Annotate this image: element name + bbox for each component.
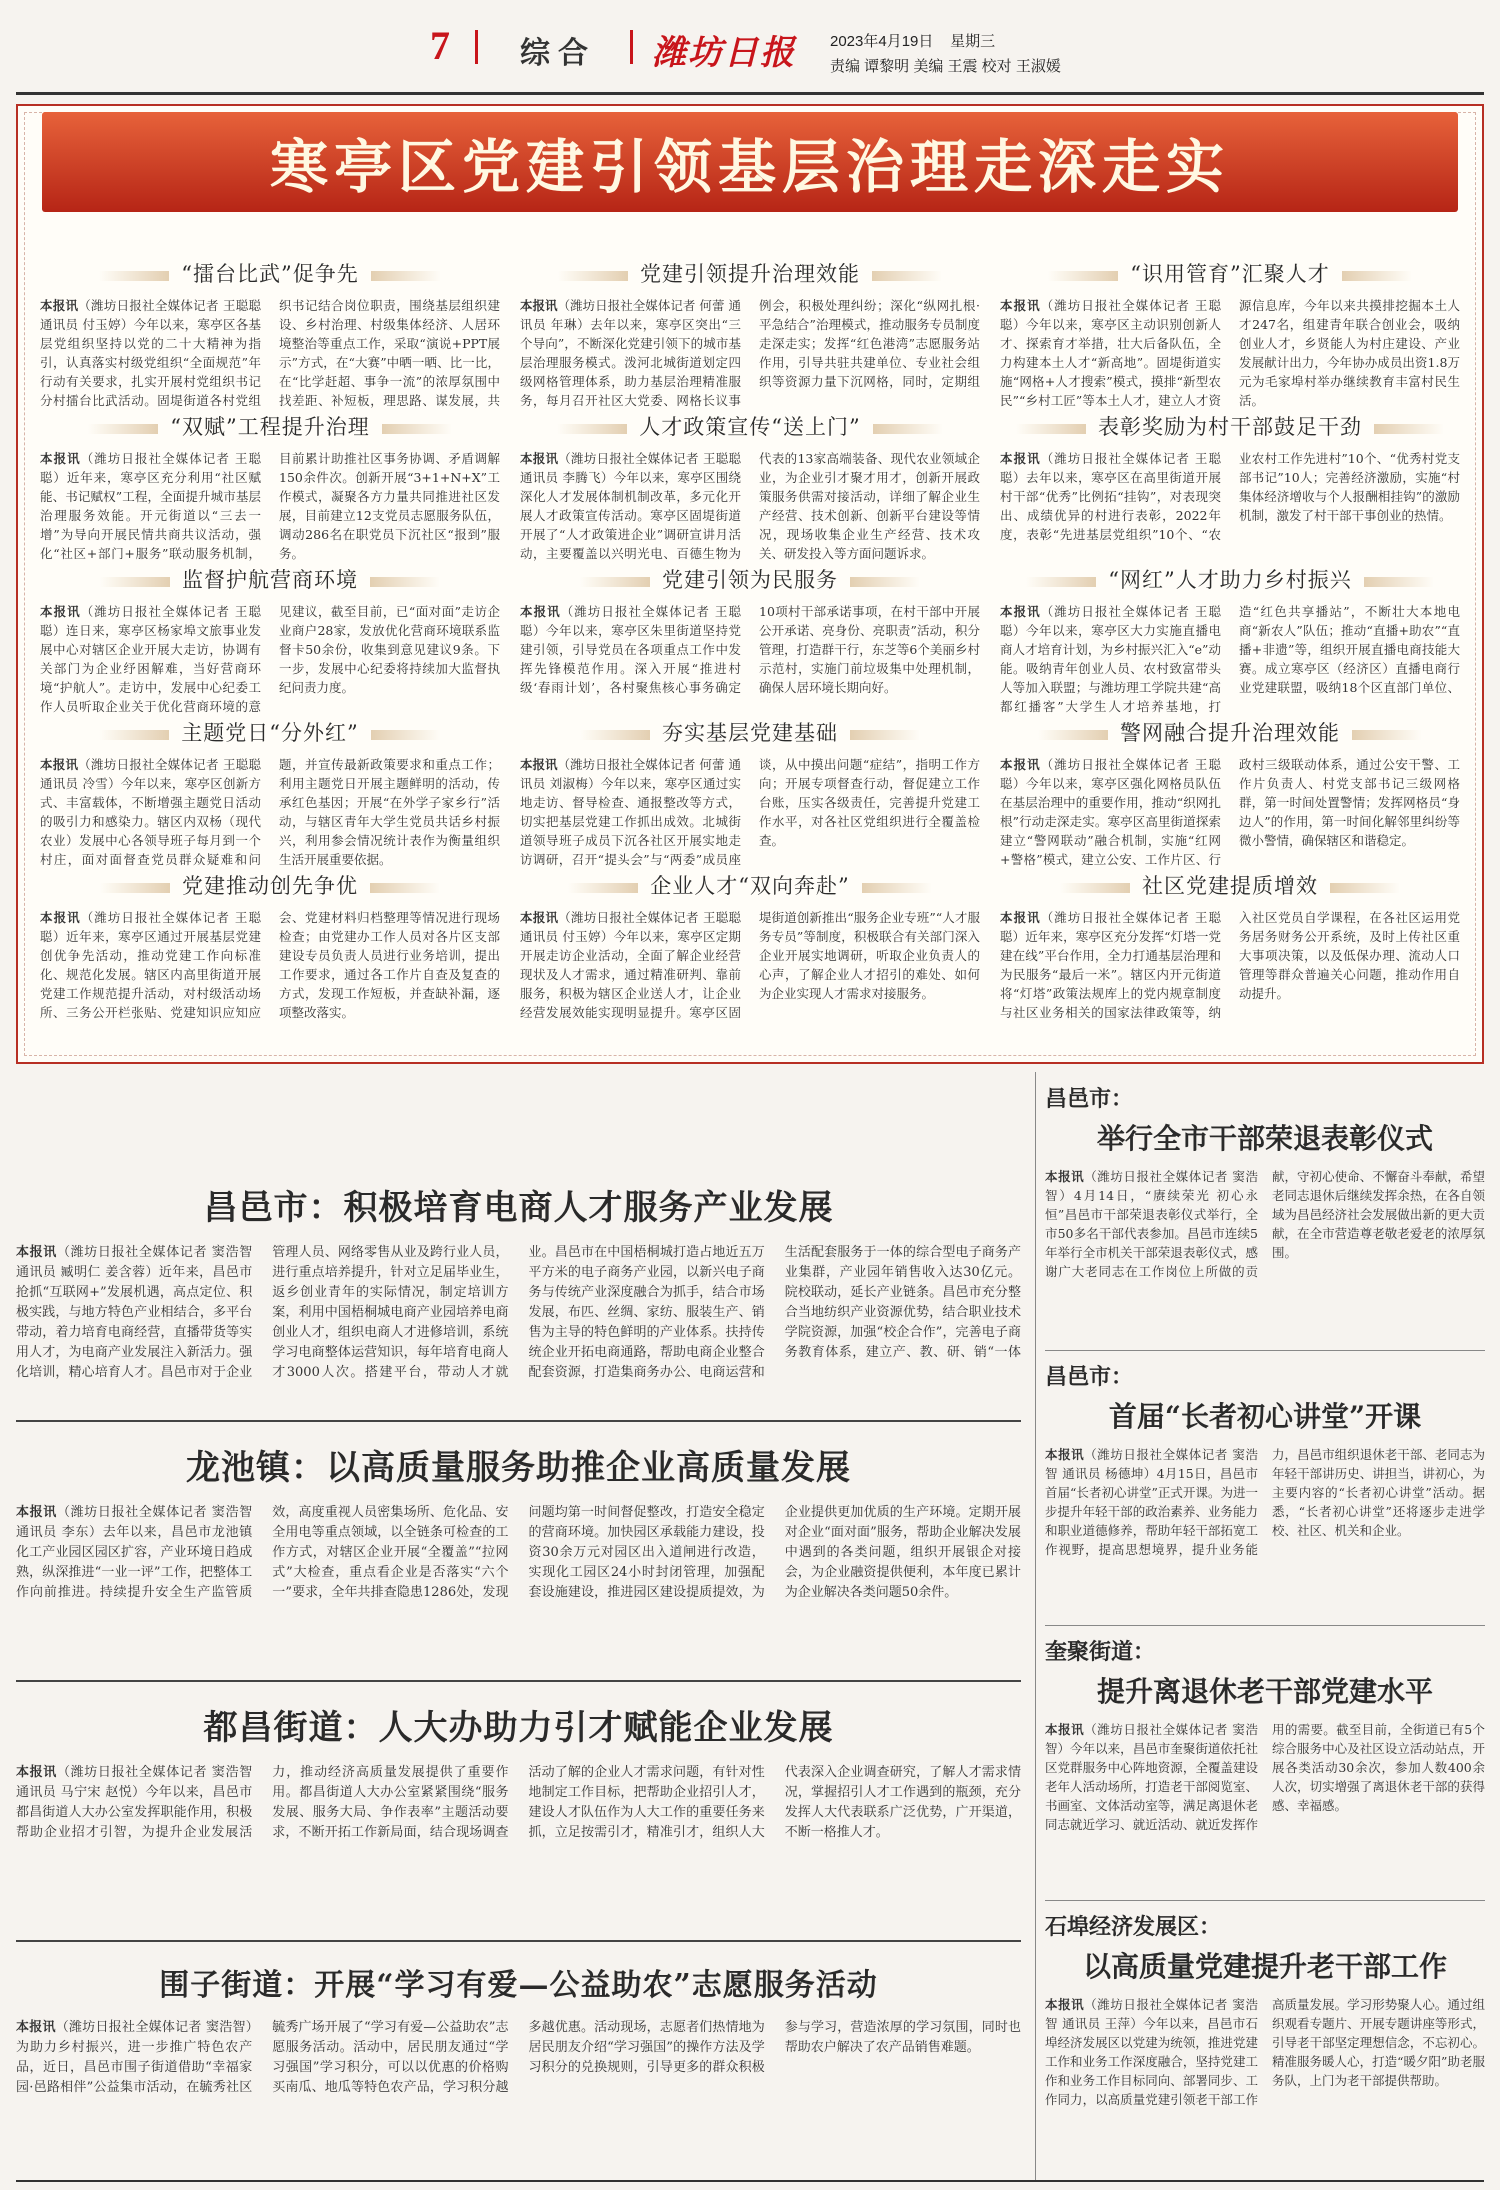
article [40, 870, 500, 1023]
article-title: “双赋”工程提升治理 [40, 411, 500, 441]
article-body: 本报讯（潍坊日报社全媒体记者 何蕾 通讯员 刘淑梅）今年以来，寒亭区通过实地走访、督导检查、通报整改等方式，切实把基层党建工作抓出成效。北城街道领导班子成员下沉各社区开展实地走访调研，召开“提头会”与“两委”成员座谈，从中摸出问题“症结”，指明工作方向；开展专项督查行动，督促建立工作台账，压实各级责任，完善提升党建工作水平，对各社区党组织进行全覆盖检查。 [520, 757, 980, 867]
side-title: 举行全市干部荣退表彰仪式 [1096, 1122, 1433, 1155]
issue-date: 2023年4月19日 星期三 [830, 33, 996, 50]
lower-article [16, 1440, 1021, 1653]
article [40, 717, 500, 870]
lower-article-body: 本报讯（潍坊日报社全媒体记者 窦浩智）为助力乡村振兴，进一步推广特色农产品，近日，昌邑市围子街道借助“幸福家园·邑路相伴”公益集市活动，在毓秀社区毓秀广场开展了“学习有爱—公益助农”志愿服务活动。活动中，居民朋友通过“学习强国”学习积分，可以以优惠的价格购买南瓜、地瓜等特色农产品，学习积分越多越优惠。活动现场，志愿者们热情地为居民朋友介绍“学习强国”的操作方法及学习积分的兑换规则，引导更多的群众积极参与学习，营造浓厚的学习氛围，同时也帮助农户解决了农产品销售难题。 [16, 2020, 1021, 2095]
column-divider [1035, 1072, 1036, 2182]
article [40, 258, 500, 411]
article [520, 870, 980, 1023]
masthead-rule [16, 92, 1484, 95]
side-body: 本报讯（潍坊日报社全媒体记者 窦浩智 通讯员 王萍）今年以来，昌邑市石埠经济发展区以党建为统领，推进党建工作和业务工作深度融合，坚持党建工作和业务工作目标同向、部署同步、工作同力，以高质量党建引领老干部工作高质量发展。学习形势聚人心。通过组织观看专题片、开展专题讲座等形式，引导老干部坚定理想信念，不忘初心。精准服务暖人心，打造“暖夕阳”助老服务队，上门为老干部提供帮助。 [1045, 1997, 1485, 2107]
article-body: 本报讯（潍坊日报社全媒体记者 王聪聪 通讯员 付玉婷）今年以来，寒亭区各基层党组织坚持以党的二十大精神为指引，认真落实村级党组织“全面规范”年行动有关要求，扎实开展村党组织书记分村擂台比武活动。固堤街道各村党组织书记结合岗位职责，围绕基层组织建设、乡村治理、村级集体经济、人居环境整治等重点工作，采取“演说+PPT展示”方式，在“大赛”中晒一晒、比一比，在“比学赶超、事争一流”的浓厚氛围中找差距、补短板，理思路、谋发展，共 [40, 298, 500, 408]
side-article [1045, 1082, 1485, 1307]
lower-article-title: 昌邑市：积极培育电商人才服务产业发展 [203, 1188, 834, 1228]
side-rule [1045, 1625, 1485, 1626]
lower-article-body: 本报讯（潍坊日报社全媒体记者 窦浩智 通讯员 李东）去年以来，昌邑市龙池镇化工产业园区园区扩容，产业环境日趋成熟，纵深推进“一业一评”工作，把整体工作向前推进。持续提升安全生产监管质效，高度重视人员密集场所、危化品、安全用电等重点领域，以全链条可检查的工作方式，对辖区企业开展“全覆盖”“拉网式”大检查，重点看企业是否落实“六个一”要求，全年共排查隐患1286处，发现问题均第一时间督促整改，打造安全稳定的营商环境。加快园区承载能力建设，投资30余万元对园区出入道闸进行改造，实现化工园区24小时封闭管理，加强配套设施建设，推进园区建设提质提效，为企业提供更加优质的生产环境。定期开展对企业“面对面”服务，帮助企业解决发展中遇到的各类问题，组织开展银企对接会，为企业融资提供便利，本年度已累计为企业解决各类问题50余件。 [16, 1505, 1021, 1600]
article-body: 本报讯（潍坊日报社全媒体记者 王聪聪）今年以来，寒亭区主动识别创新人才、探索育才举措，壮大后备队伍，全力构建本土人才“新高地”。固堤街道实施“网格+人才搜索”模式，摸排“新型农民”“乡村工匠”等本土人才，建立人才资源信息库，今年以来共摸排挖掘本土人才247名，组建青年联合创业会，吸纳创业人才，乡贤能人为村庄建设、产业发展献计出力，今年协办成员出资1.8万元为毛家埠村举办继续教育丰富村民生活。 [1000, 298, 1460, 408]
article-body: 本报讯（潍坊日报社全媒体记者 王聪聪）去年以来，寒亭区在高里街道开展村干部“优秀”比例拓“挂钩”，对表现突出、成绩优异的村进行表彰，2022年度，表彰“先进基层党组织”10个、“农业农村工作先进村”10个、“优秀村党支部书记”10人；完善经济激励，实施“村集体经济增收与个人报酬相挂钩”的激励机制，激发了村干部干事创业的热情。 [1000, 451, 1460, 542]
article-title: 人才政策宣传“送上门” [520, 411, 980, 441]
article-body: 本报讯（潍坊日报社全媒体记者 王聪聪）近年来，寒亭区充分发挥“灯塔一党建在线”平台作用，全力打通基层治理和为民服务“最后一米”。辖区内开元街道将“灯塔”政策法规库上的党内规章制度与社区业务相关的国家法律政策等，纳入社区党员自学课程，在各社区运用党务居务财务公开系统，及时上传社区重大事项决策，以及低保办理、流动人口管理等群众普遍关心问题，推动作用自动提升。 [1000, 910, 1460, 1020]
article [520, 564, 980, 717]
article-title: 党建引领提升治理效能 [520, 258, 980, 288]
page-number: 7 [430, 23, 450, 68]
divider [475, 30, 478, 64]
article-title: 监督护航营商环境 [40, 564, 500, 594]
side-body: 本报讯（潍坊日报社全媒体记者 窦浩智）4月14日，“赓续荣光 初心永恒”昌邑市干部荣退表彰仪式举行，全市50多名干部代表参加。昌邑市连续5年举行全市机关干部荣退表彰仪式，感谢广大老同志在工作岗位上所做的贡献，守初心使命、不懈奋斗奉献，希望老同志退休后继续发挥余热，在各自领域为昌邑经济社会发展做出新的更大贡献，在全市营造尊老敬老爱老的浓厚氛围。 [1045, 1169, 1485, 1279]
article-title: 企业人才“双向奔赴” [520, 870, 980, 900]
masthead [0, 0, 1500, 90]
newspaper-logo: 潍坊日报 [652, 33, 796, 73]
side-kicker: 石埠经济发展区： [1045, 1914, 1222, 1940]
section-rule [16, 1940, 1021, 1942]
lower-article-body: 本报讯（潍坊日报社全媒体记者 窦浩智 通讯员 马宁宋 赵悦）今年以来，昌邑市都昌街道人大办公室发挥职能作用，积极帮助企业招才引智，为提升企业发展活力，推动经济高质量发展提供了重要作用。都昌街道人大办公室紧紧围绕“服务发展、服务大局、争作表率”主题活动要求，不断开拓工作新局面，结合现场调查活动了解的企业人才需求问题，有针对性地制定工作目标，把帮助企业招引人才，建设人才队伍作为人大工作的重要任务来抓，立足按需引才，精准引才，组织人大代表深入企业调查研究，了解人才需求情况，掌握招引人才工作遇到的瓶颈，充分发挥人大代表联系广泛优势，广开渠道，不断一格推人才。 [16, 1765, 1021, 1840]
lower-article [16, 1180, 1021, 1393]
side-article [1045, 1635, 1485, 1860]
lower-article-title: 围子街道：开展“学习有爱—公益助农”志愿服务活动 [159, 1968, 878, 2003]
article [520, 411, 980, 564]
article [40, 564, 500, 717]
banner-title: 寒亭区党建引领基层治理走深走实 [269, 133, 1230, 201]
section-rule [16, 1420, 1021, 1422]
side-title: 提升离退休老干部党建水平 [1096, 1675, 1433, 1708]
article-title: “网红”人才助力乡村振兴 [1000, 564, 1460, 594]
article-body: 本报讯（潍坊日报社全媒体记者 王聪聪）今年以来，寒亭区朱里街道坚持党建引领，引导党员在各项重点工作中发挥先锋模范作用。深入开展“推进村级‘春雨计划’，各村聚焦核心事务确定10项村干部承诺事项，在村干部中开展公开承诺、亮身份、亮职责”活动，积分管理，打造群干行，东芝等6个美丽乡村示范村，实施门前垃圾集中处理机制，确保人居环境长期向好。 [520, 604, 980, 695]
article [1000, 564, 1460, 717]
article-body: 本报讯（潍坊日报社全媒体记者 王聪聪）今年以来，寒亭区大力实施直播电商人才培育计划，为乡村振兴汇入“e”动能。吸纳青年创业人员、农村致富带头人等加入联盟；与潍坊理工学院共建“高都红播客”大学生人才培养基地，打造“红色共享播站”，不断壮大本地电商“新农人”队伍；推动“直播+助农”“直播+非遗”等，组织开展直播电商技能大赛。成立寒亭区（经济区）直播电商行业党建联盟，吸纳18个区直部门单位、 [1000, 604, 1460, 714]
feature-frame [16, 104, 1484, 1064]
side-kicker: 奎聚街道： [1045, 1639, 1156, 1665]
lower-article-body: 本报讯（潍坊日报社全媒体记者 窦浩智 通讯员 臧明仁 姜含蓉）近年来，昌邑市抢抓“互联网+”发展机遇，高点定位、积极实践，与地方特色产业相结合，多平台带动，着力培育电商经营，直播带货等实用人才，为电商产业发展注入新活力。强化培训，精心培育人才。昌邑市对于企业管理人员、网络零售从业及跨行业人员，进行重点培养提升，针对立足届毕业生，返乡创业青年的实际情况，制定培训方案，利用中国梧桐城电商产业园培养电商创业人才，组织电商人才进修培训，系统学习电商整体运营知识，每年培育电商人才3000人次。搭建平台，带动人才就业。昌邑市在中国梧桐城打造占地近五万平方米的电子商务产业园，以新兴电子商务与传统产业深度融合为抓手，结合市场发展，布匹、丝绸、家纺、服装生产、销售为主导的特色鲜明的产业体系。扶持传统企业开拓电商通路，帮助电商企业整合配套资源，打造集商务办公、电商运营和生活配套服务于一体的综合型电子商务产业集群，产业园年销售收入达30亿元。院校联动，延长产业链条。昌邑市充分整合当地纺织产业资源优势，结合职业技术学院资源，加强“校企合作”，完善电子商务教育体系，建立产、教、研、销“一体 [16, 1245, 1021, 1380]
article [40, 411, 500, 564]
side-title: 以高质量党建提升老干部工作 [1082, 1950, 1447, 1983]
side-article [1045, 1910, 1485, 2170]
article-title: 警网融合提升治理效能 [1000, 717, 1460, 747]
lower-article-title: 都昌街道：人大办助力引才赋能企业发展 [203, 1708, 834, 1748]
side-body: 本报讯（潍坊日报社全媒体记者 窦浩智 通讯员 杨德坤）4月15日，昌邑市首届“长者初心讲堂”正式开课。为进一步提升年轻干部的政治素养、业务能力和职业道德修养，帮助年轻干部拓宽工作视野，提高思想境界，提升业务能力，昌邑市组织退休老干部、老同志为年轻干部讲历史、讲担当，讲初心，为主要内容的“长者初心讲堂”活动。据悉，“长者初心讲堂”还将逐步走进学校、社区、机关和企业。 [1045, 1447, 1485, 1557]
article-title: 党建推动创先争优 [40, 870, 500, 900]
article-title: 主题党日“分外红” [40, 717, 500, 747]
section-name: 综合 [520, 36, 596, 71]
article-title: “识用管育”汇聚人才 [1000, 258, 1460, 288]
footer-rule [16, 2180, 1484, 2182]
article-body: 本报讯（潍坊日报社全媒体记者 王聪聪）连日来，寒亭区杨家埠文旅事业发展中心对辖区企业开展大走访，协调有关部门为企业纾困解难，当好营商环境“护航人”。走访中，发展中心纪委工作人员听取企业关于优化营商环境的意见建议，截至目前，已“面对面”走访企业商户28家，发放优化营商环境联系监督卡50余份，收集到意见建议9条。下一步，发展中心纪委将持续加大监督执纪问责力度。 [40, 604, 500, 714]
article-body: 本报讯（潍坊日报社全媒体记者 王聪聪）今年以来，寒亭区强化网格员队伍在基层治理中的重要作用，推动“织网扎根”行动走深走实。寒亭区高里街道探索建立“警网联动”融合机制，实施“红网+警格”模式，建立公安、工作片区、行政村三级联动体系，通过公安干警、工作片负责人、村党支部书记三级网格群，第一时间处置警情；发挥网格员“身边人”的作用，第一时间化解邻里纠纷等微小警情，确保辖区和谐稳定。 [1000, 757, 1460, 867]
article-body: 本报讯（潍坊日报社全媒体记者 王聪聪）近年来，寒亭区通过开展基层党建创优争先活动，推动党建工作向标准化、规范化发展。辖区内高里街道开展党建工作规范提升活动，对村级活动场所、三务公开栏张贴、党建知识应知应会、党建材料归档整理等情况进行现场检查；由党建办工作人员对各片区支部建设专员负责人员进行业务培训，提出工作要求，通过各工作片自查及复查的方式，发现工作短板，并查缺补漏，逐项整改落实。 [40, 910, 500, 1020]
article-title: 社区党建提质增效 [1000, 870, 1460, 900]
lower-article [16, 1700, 1021, 1913]
side-body: 本报讯（潍坊日报社全媒体记者 窦浩智）今年以来，昌邑市奎聚街道依托社区党群服务中心阵地资源，全覆盖建设老年人活动场所，打造老干部阅览室、书画室、文体活动室等，满足离退休老同志就近学习、就近活动、就近发挥作用的需要。截至目前，全街道已有5个综合服务中心及社区设立活动站点，开展各类活动30余次，参加人数400余人次，切实增强了离退休老干部的获得感、幸福感。 [1045, 1722, 1485, 1832]
side-rule [1045, 1900, 1485, 1901]
article [1000, 870, 1460, 1023]
side-kicker: 昌邑市： [1045, 1364, 1134, 1390]
section-rule [16, 1680, 1021, 1682]
article-title: 表彰奖励为村干部鼓足干劲 [1000, 411, 1460, 441]
side-kicker: 昌邑市： [1045, 1086, 1134, 1112]
article-body: 本报讯（潍坊日报社全媒体记者 何蕾 通讯员 年琳）去年以来，寒亭区突出“三个导向”，不断深化党建引领下的城市基层治理服务模式。泼河北城街道划定四级网格管理体系，助力基层治理精准服务，每月召开社区大党委、网格长议事例会，积极处理纠纷；深化“纵网扎根·平急结合”治理模式，推动服务专员制度走深走实；发挥“红色港湾”志愿服务站作用，引导共驻共建单位、专业社会组织等资源力量下沉网格，同时，定期组 [520, 298, 980, 408]
article [520, 717, 980, 870]
lower-article [16, 1960, 1021, 2158]
side-title: 首届“长者初心讲堂”开课 [1108, 1400, 1422, 1433]
article [1000, 258, 1460, 411]
lower-article-title: 龙池镇：以高质量服务助推企业高质量发展 [186, 1448, 851, 1488]
article [520, 258, 980, 411]
article-body: 本报讯（潍坊日报社全媒体记者 王聪聪 通讯员 李腾飞）今年以来，寒亭区围绕深化人才发展体制机制改革，多元化开展人才政策宣传活动。寒亭区固堤街道开展了“人才政策进企业”调研宣讲月活动，主要覆盖以兴明光电、百德生物为代表的13家高端装备、现代农业领域企业，为企业引才聚才用才，创新开展政策服务供需对接活动，详细了解企业生产经营、技术创新、创新平台建设等情况，现场收集企业生产经营、技术攻关、研发投入等方面问题诉求。 [520, 451, 980, 561]
side-rule [1045, 1350, 1485, 1351]
article-title: 党建引领为民服务 [520, 564, 980, 594]
article-title: 夯实基层党建基础 [520, 717, 980, 747]
side-article [1045, 1360, 1485, 1585]
feature-banner [42, 112, 1458, 212]
article-body: 本报讯（潍坊日报社全媒体记者 王聪聪 通讯员 付玉婷）今年以来，寒亭区定期开展走访企业活动，全面了解企业经营现状及人才需求，通过精准研判、靠前服务，积极为辖区企业送人才，让企业经营发展效能实现明显提升。寒亭区固堤街道创新推出“服务企业专班”“人才服务专员”等制度，积极联合有关部门深入企业开展实地调研，听取企业负责人的心声，了解企业人才招引的难处、如何为企业实现人才需求对接服务。 [520, 910, 980, 1020]
editors-line: 责编 谭黎明 美编 王震 校对 王淑媛 [830, 58, 1061, 75]
article [1000, 411, 1460, 564]
divider [630, 30, 633, 64]
article-body: 本报讯（潍坊日报社全媒体记者 王聪聪 通讯员 冷雪）今年以来，寒亭区创新方式、丰富载体，不断增强主题党日活动的吸引力和感染力。辖区内双杨（现代农业）发展中心各领导班子每月到一个村庄，面对面督查党员群众疑难和问题，并宣传最新政策要求和重点工作；利用主题党日开展主题鲜明的活动，传承红色基因；开展“在外学子家乡行”活动，与辖区青年大学生党员共话乡村振兴，利用参会情况统计表作为衡量组织生活开展重要依据。 [40, 757, 500, 867]
article-title: “擂台比武”促争先 [40, 258, 500, 288]
article-body: 本报讯（潍坊日报社全媒体记者 王聪聪）近年来，寒亭区充分利用“社区赋能、书记赋权”工程，全面提升城市基层治理服务效能。开元街道以“三去一增”为导向开展民情共商共议活动，强化“社区+部门+服务”联动服务机制，目前累计助推社区事务协调、矛盾调解150余件次。创新开展“3+1+N+X”工作模式，凝聚各方力量共同推进社区发展，目前建立12支党员志愿服务队伍，调动286名在职党员下沉社区“报到”服务。 [40, 451, 500, 561]
article [1000, 717, 1460, 870]
